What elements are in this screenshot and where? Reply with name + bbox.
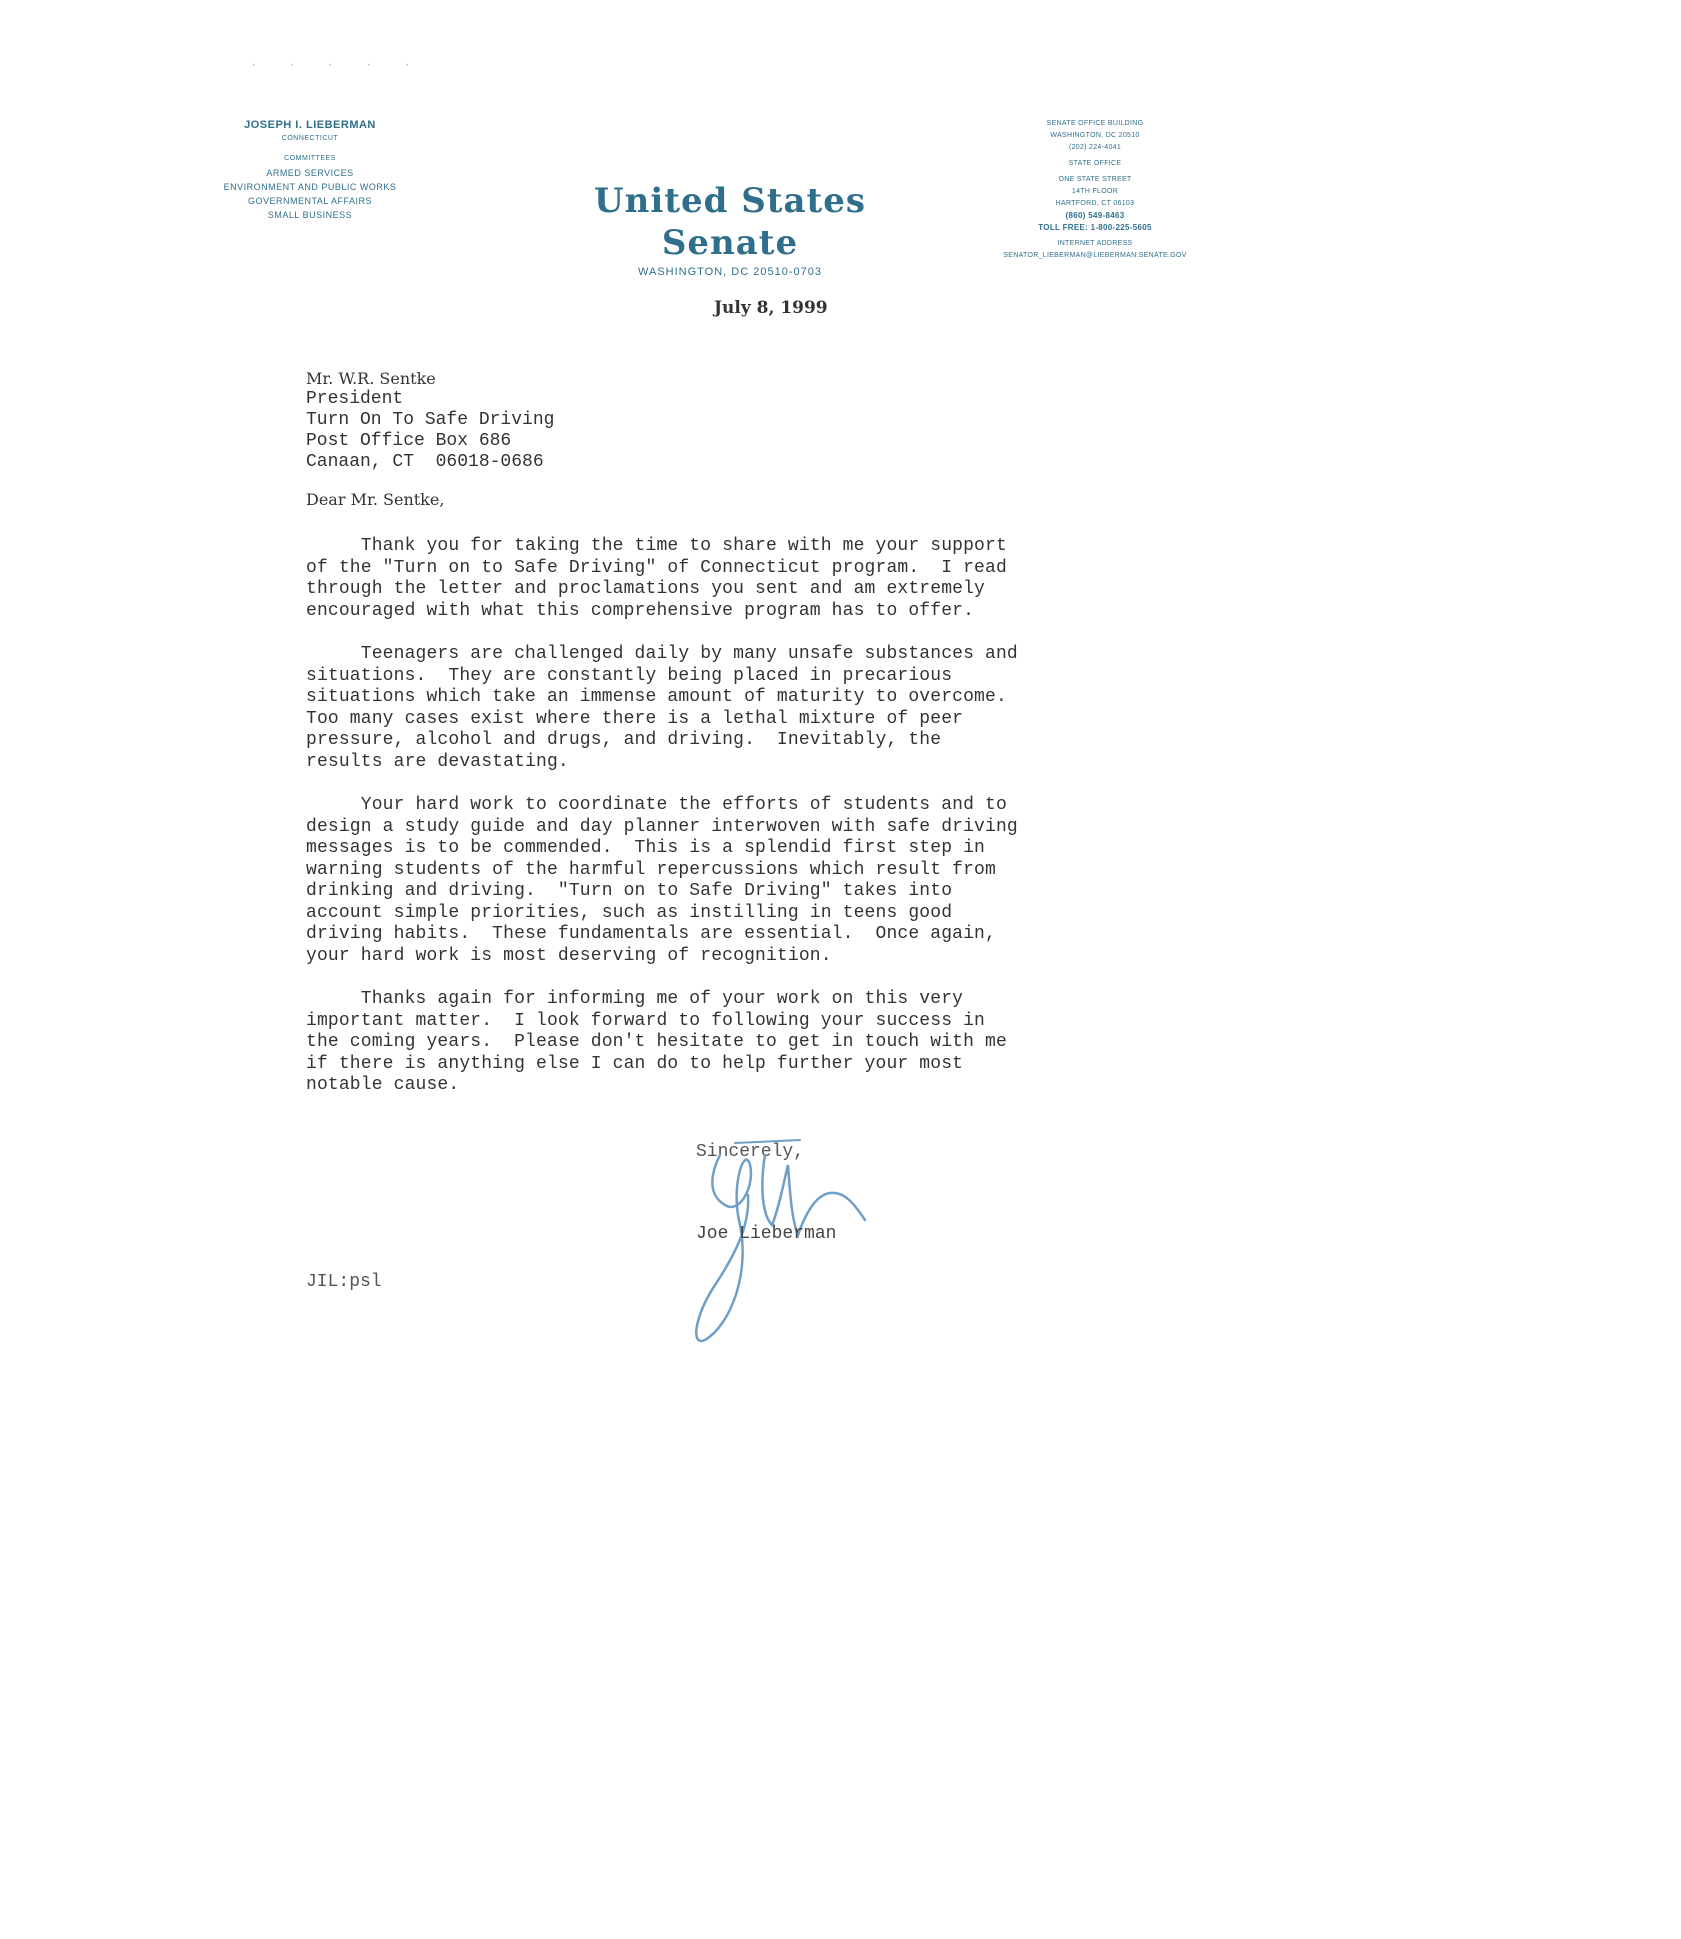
paragraph [306, 536, 1186, 622]
committee-item: GOVERNMENTAL AFFAIRS [247, 196, 373, 206]
senator-name: JOSEPH I. LIEBERMAN [244, 119, 376, 131]
office-line: STATE OFFICE [1068, 160, 1122, 167]
office-line: WASHINGTON, DC 20510 [1050, 132, 1140, 139]
office-line: HARTFORD, CT 06103 [1055, 200, 1135, 207]
body-line: notable cause. [306, 1075, 460, 1095]
recipient-line: Turn On To Safe Driving [306, 410, 555, 430]
office-line: INTERNET ADDRESS [1057, 240, 1133, 247]
recipient-line: President [306, 389, 404, 409]
body-line: Thanks again for informing me of your work on this very [306, 989, 964, 1009]
body-line: design a study guide and day planner interwoven with safe driving [306, 816, 1018, 837]
paragraph [306, 989, 1186, 1097]
paragraph [306, 644, 1186, 773]
body-line: drinking and driving. "Turn on to Safe Driving" takes into [306, 881, 953, 901]
letterhead-right [975, 118, 1215, 262]
body-line: warning students of the harmful repercussions which result from [306, 859, 996, 880]
body-line: account simple priorities, such as instilling in teens good [306, 902, 953, 923]
office-line: SENATOR_LIEBERMAN@LIEBERMAN.SENATE.GOV [1003, 252, 1187, 259]
committee-item: ARMED SERVICES [266, 168, 354, 178]
office-line: TOLL FREE: 1-800-225-5605 [1038, 223, 1152, 232]
office-line: SENATE OFFICE BUILDING [1046, 120, 1144, 127]
letterhead-center [530, 180, 930, 280]
office-line: 14TH FLOOR [1071, 188, 1119, 195]
body-line: your hard work is most deserving of recognition. [306, 945, 832, 966]
body-line: situations which take an immense amount of maturity to overcome. [306, 687, 1007, 707]
body-line: encouraged with what this comprehensive program has to offer. [306, 600, 975, 621]
body-line: important matter. I look forward to following your success in [306, 1010, 986, 1031]
letter-date: July 8, 1999 [714, 298, 828, 318]
body-line: through the letter and proclamations you sent and am extremely [306, 579, 986, 599]
body-line: pressure, alcohol and drugs, and driving. Inevitably, the [306, 730, 942, 750]
body-line: Your hard work to coordinate the efforts of students and to [306, 795, 1007, 815]
closing: Sincerely, [696, 1142, 805, 1162]
body-line: the coming years. Please don't hesitate to get in touch with me [306, 1032, 1007, 1052]
senate-address: WASHINGTON, DC 20510-0703 [638, 266, 822, 278]
recipient-line: Canaan, CT 06018-0686 [306, 452, 544, 472]
body-line: situations. They are constantly being placed in precarious [306, 665, 953, 686]
salutation: Dear Mr. Sentke, [306, 490, 445, 509]
paragraph [306, 795, 1186, 967]
letterhead-left [200, 118, 420, 222]
office-line: (860) 549-8463 [1065, 211, 1125, 220]
body-line: if there is anything else I can do to help further your most [306, 1053, 964, 1074]
recipient-line: Mr. W.R. Sentke [306, 369, 436, 388]
senate-title: United States Senate [593, 181, 866, 263]
signer-name: Joe Lieberman [696, 1224, 837, 1244]
body-line: driving habits. These fundamentals are essential. Once again, [306, 924, 996, 944]
committee-item: ENVIRONMENT AND PUBLIC WORKS [223, 182, 397, 192]
scan-specks: · · · · · [250, 58, 423, 72]
senator-state: CONNECTICUT [281, 135, 339, 142]
recipient-block [306, 368, 554, 473]
office-line: (202) 224-4041 [1068, 144, 1122, 151]
recipient-line: Post Office Box 686 [306, 431, 512, 451]
office-line: ONE STATE STREET [1058, 176, 1132, 183]
body-line: Thank you for taking the time to share with me your support [306, 536, 1007, 556]
committee-item: SMALL BUSINESS [267, 210, 353, 220]
handwritten-signature [680, 1125, 920, 1365]
body-line: of the "Turn on to Safe Driving" of Connecticut program. I read [306, 557, 1007, 578]
body-line: Too many cases exist where there is a lethal mixture of peer [306, 708, 964, 729]
committees-label: COMMITTEES [284, 155, 336, 162]
letter-body [306, 536, 1186, 1119]
body-line: Teenagers are challenged daily by many unsafe substances and [306, 644, 1018, 664]
body-line: results are devastating. [306, 751, 569, 772]
typist-initials: JIL:psl [306, 1272, 382, 1292]
body-line: messages is to be commended. This is a splendid first step in [306, 838, 986, 858]
